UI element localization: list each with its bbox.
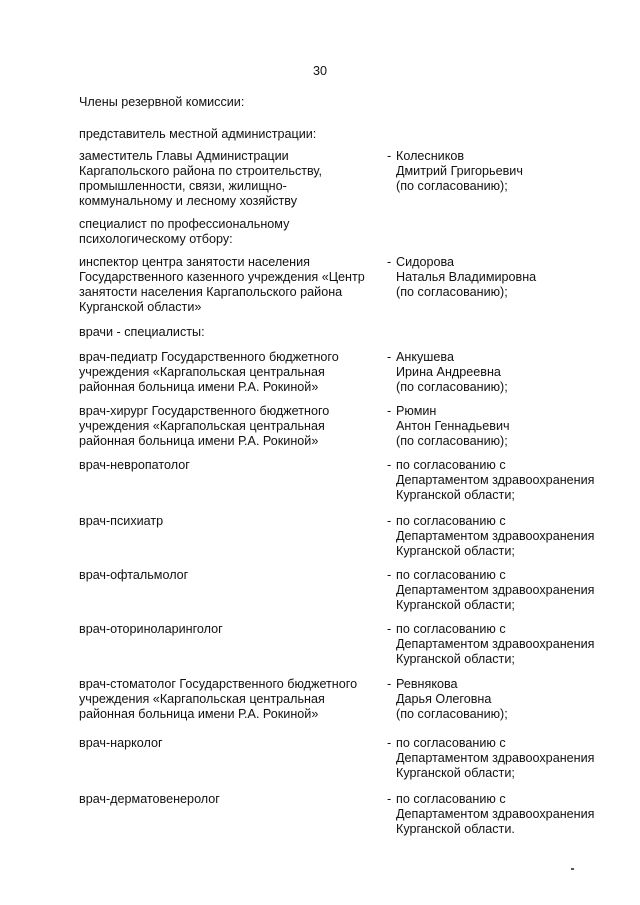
text-line: учреждения «Каргапольская центральная bbox=[79, 692, 325, 706]
role-description bbox=[79, 677, 379, 722]
text-line: врачи - специалисты: bbox=[79, 325, 205, 339]
text-line: по согласованию с bbox=[396, 622, 506, 636]
role-description bbox=[79, 458, 379, 473]
role-description bbox=[79, 568, 379, 583]
dash-mark: - bbox=[387, 677, 392, 691]
text-line: Каргапольского района по строительству, bbox=[79, 164, 322, 178]
text-line: инспектор центра занятости населения bbox=[79, 255, 310, 269]
text-line: Антон Геннадьевич bbox=[396, 419, 510, 433]
text-line: (по согласованию); bbox=[396, 179, 508, 193]
text-line: специалист по профессиональному bbox=[79, 217, 290, 231]
text-line: районная больница имени Р.А. Рокиной» bbox=[79, 380, 319, 394]
text-line: Департаментом здравоохранения bbox=[396, 473, 595, 487]
dash-mark: - bbox=[387, 350, 392, 364]
text-line: врач-оториноларинголог bbox=[79, 622, 223, 636]
role-description bbox=[79, 404, 379, 449]
text-line: врач-дерматовенеролог bbox=[79, 792, 220, 806]
role-description bbox=[79, 792, 379, 807]
dash-mark: - bbox=[387, 568, 392, 582]
dash-mark: - bbox=[387, 255, 392, 269]
member-text bbox=[396, 792, 626, 837]
text-line: занятости населения Каргапольского района bbox=[79, 285, 343, 299]
member-text bbox=[396, 568, 626, 613]
dash-mark: - bbox=[387, 404, 392, 418]
text-line: Курганской области; bbox=[396, 598, 515, 612]
text-line: районная больница имени Р.А. Рокиной» bbox=[79, 707, 319, 721]
role-description bbox=[79, 622, 379, 637]
text-line: Курганской области; bbox=[396, 544, 515, 558]
scan-speck bbox=[571, 868, 574, 870]
dash-mark: - bbox=[387, 149, 392, 163]
text-line: (по согласованию); bbox=[396, 434, 508, 448]
member-text bbox=[396, 458, 626, 503]
text-line: коммунальному и лесному хозяйству bbox=[79, 194, 297, 208]
text-line: Курганской области» bbox=[79, 300, 202, 314]
member-text bbox=[396, 404, 626, 449]
text-line: по согласованию с bbox=[396, 458, 506, 472]
member-text bbox=[396, 350, 626, 395]
text-line: Рюмин bbox=[396, 404, 437, 418]
text-line: Дмитрий Григорьевич bbox=[396, 164, 523, 178]
text-line: Анкушева bbox=[396, 350, 454, 364]
text-line: промышленности, связи, жилищно- bbox=[79, 179, 287, 193]
text-line: Курганской области; bbox=[396, 652, 515, 666]
text-line: по согласованию с bbox=[396, 568, 506, 582]
text-line: Сидорова bbox=[396, 255, 455, 269]
member-text bbox=[396, 622, 626, 667]
dash-mark: - bbox=[387, 514, 392, 528]
text-line: врач-стоматолог Государственного бюджетного bbox=[79, 677, 358, 691]
text-line: Департаментом здравоохранения bbox=[396, 529, 595, 543]
text-line: врач-хирург Государственного бюджетного bbox=[79, 404, 330, 418]
dash-mark: - bbox=[387, 736, 392, 750]
section-heading: Члены резервной комиссии: bbox=[79, 95, 245, 109]
text-line: учреждения «Каргапольская центральная bbox=[79, 419, 325, 433]
member-text bbox=[396, 514, 626, 559]
member-text bbox=[396, 149, 626, 194]
text-line: Колесников bbox=[396, 149, 465, 163]
text-line: по согласованию с bbox=[396, 792, 506, 806]
dash-mark: - bbox=[387, 792, 392, 806]
page-number: 30 bbox=[312, 64, 327, 78]
text-line: Дарья Олеговна bbox=[396, 692, 492, 706]
text-line: Ревнякова bbox=[396, 677, 458, 691]
member-text bbox=[396, 736, 626, 781]
text-line: (по согласованию); bbox=[396, 285, 508, 299]
text-line: Курганской области. bbox=[396, 822, 515, 836]
text-line: представитель местной администрации: bbox=[79, 127, 317, 141]
text-line: врач-невропатолог bbox=[79, 458, 190, 472]
member-text bbox=[396, 677, 626, 722]
text-line: Ирина Андреевна bbox=[396, 365, 501, 379]
text-line: Наталья Владимировна bbox=[396, 270, 537, 284]
text-line: Департаментом здравоохранения bbox=[396, 637, 595, 651]
member-text bbox=[396, 255, 626, 300]
role-description bbox=[79, 350, 379, 395]
text-line: по согласованию с bbox=[396, 514, 506, 528]
role-description bbox=[79, 255, 379, 315]
text-line: врач-офтальмолог bbox=[79, 568, 189, 582]
dash-mark: - bbox=[387, 622, 392, 636]
role-description bbox=[79, 217, 379, 247]
dash-mark: - bbox=[387, 458, 392, 472]
text-line: Курганской области; bbox=[396, 488, 515, 502]
text-line: Департаментом здравоохранения bbox=[396, 751, 595, 765]
role-description bbox=[79, 736, 379, 751]
text-line: врач-психиатр bbox=[79, 514, 164, 528]
text-line: психологическому отбору: bbox=[79, 232, 233, 246]
role-description bbox=[79, 325, 379, 340]
text-line: учреждения «Каргапольская центральная bbox=[79, 365, 325, 379]
text-line: Курганской области; bbox=[396, 766, 515, 780]
text-line: (по согласованию); bbox=[396, 380, 508, 394]
text-line: районная больница имени Р.А. Рокиной» bbox=[79, 434, 319, 448]
text-line: по согласованию с bbox=[396, 736, 506, 750]
text-line: Департаментом здравоохранения bbox=[396, 807, 595, 821]
text-line: Государственного казенного учреждения «Центр bbox=[79, 270, 365, 284]
text-line: (по согласованию); bbox=[396, 707, 508, 721]
text-line: врач-нарколог bbox=[79, 736, 163, 750]
text-line: Департаментом здравоохранения bbox=[396, 583, 595, 597]
text-line: заместитель Главы Администрации bbox=[79, 149, 289, 163]
role-description bbox=[79, 514, 379, 529]
role-description bbox=[79, 149, 379, 209]
text-line: врач-педиатр Государственного бюджетного bbox=[79, 350, 339, 364]
role-description bbox=[79, 127, 379, 142]
